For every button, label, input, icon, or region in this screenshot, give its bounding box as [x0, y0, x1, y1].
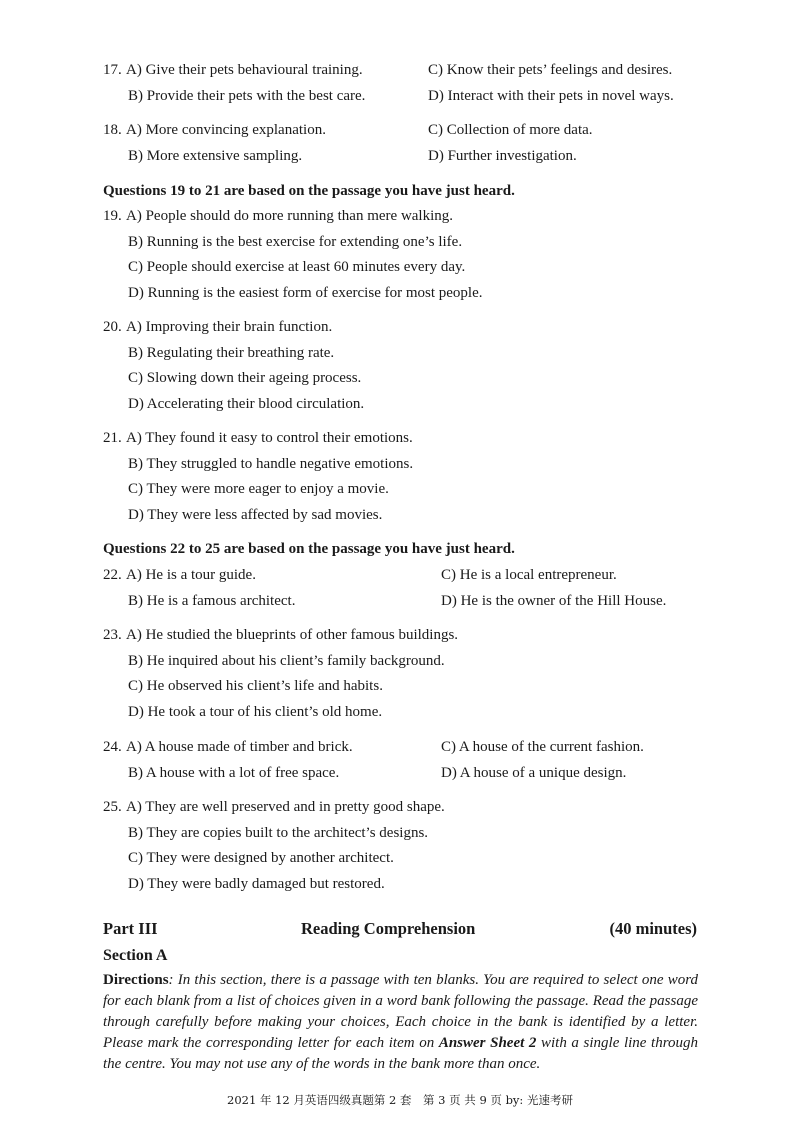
- option-c: C) He observed his client’s life and habits.: [128, 678, 383, 694]
- directions-paragraph: [103, 970, 698, 1075]
- part-time: (40 minutes): [609, 919, 697, 938]
- option-c: C) Collection of more data.: [428, 122, 593, 138]
- option-d: D) He is the owner of the Hill House.: [441, 592, 667, 609]
- option-d: D) Further investigation.: [428, 147, 577, 164]
- part-title: Reading Comprehension: [301, 919, 476, 938]
- question-19-row-3: [103, 255, 703, 281]
- question-24-row-1: [103, 735, 703, 761]
- question-25-row-4: [103, 872, 703, 898]
- question-23-row-3: [103, 674, 703, 700]
- question-20: [103, 315, 703, 417]
- question-20-row-3: [103, 366, 703, 392]
- option-b: B) Regulating their breathing rate.: [128, 344, 335, 361]
- option-b: B) A house with a lot of free space.: [128, 764, 340, 781]
- question-25-row-2: [103, 821, 703, 847]
- question-number: 20.: [103, 319, 122, 335]
- option-c: C) A house of the current fashion.: [441, 739, 644, 755]
- question-18-row-1: [103, 118, 703, 144]
- question-23-row-1: [103, 623, 703, 649]
- option-a: A) He is a tour guide.: [126, 567, 256, 583]
- option-c: C) They were designed by another architect.: [128, 850, 394, 866]
- option-b: B) They are copies built to the architect’s designs.: [128, 824, 429, 841]
- question-17-row-1: [103, 58, 703, 84]
- question-number: 25.: [103, 799, 122, 815]
- option-b: B) Provide their pets with the best care.: [128, 87, 366, 104]
- directions-text-2: with a single line through the centre. You may not use any of the words in the bank more than once.: [103, 1035, 698, 1072]
- question-number: 21.: [103, 430, 122, 446]
- option-b: B) He inquired about his client’s family background.: [128, 652, 445, 669]
- question-number: 23.: [103, 627, 122, 643]
- section-heading-19-21: Questions 19 to 21 are based on the passage you have just heard.: [103, 183, 515, 199]
- part-label: Part III: [103, 919, 158, 938]
- question-25-row-3: [103, 846, 703, 872]
- question-number: 17.: [103, 62, 122, 78]
- question-19-row-2: [103, 230, 703, 256]
- option-b: B) He is a famous architect.: [128, 592, 296, 609]
- question-21-row-2: [103, 452, 703, 478]
- option-d: D) A house of a unique design.: [441, 764, 627, 781]
- option-b: B) They struggled to handle negative emotions.: [128, 455, 414, 472]
- option-a: A) He studied the blueprints of other famous buildings.: [126, 627, 459, 643]
- question-19: [103, 204, 703, 306]
- part-header: [103, 917, 697, 941]
- option-d: D) Interact with their pets in novel ways.: [428, 87, 674, 104]
- question-23-row-4: [103, 700, 703, 726]
- option-a: A) People should do more running than mere walking.: [126, 208, 454, 224]
- question-25: [103, 795, 703, 897]
- question-22-row-1: [103, 563, 703, 589]
- question-18-row-2: [103, 144, 703, 170]
- option-d: D) They were less affected by sad movies.: [128, 506, 383, 523]
- option-d: D) He took a tour of his client’s old home.: [128, 703, 383, 720]
- question-23: [103, 623, 703, 725]
- question-17: [103, 58, 703, 109]
- option-a: A) More convincing explanation.: [126, 122, 326, 138]
- question-25-row-1: [103, 795, 703, 821]
- question-22: [103, 563, 703, 614]
- option-a: A) They are well preserved and in pretty good shape.: [126, 799, 445, 815]
- question-19-row-4: [103, 281, 703, 307]
- option-b: B) Running is the best exercise for extending one’s life.: [128, 233, 463, 250]
- question-number: 22.: [103, 567, 122, 583]
- question-24: [103, 735, 703, 786]
- option-a: A) Give their pets behavioural training.: [126, 62, 363, 78]
- directions-label: Directions: [103, 972, 169, 988]
- question-24-row-2: [103, 761, 703, 787]
- option-c: C) Know their pets’ feelings and desires.: [428, 62, 673, 78]
- option-c: C) People should exercise at least 60 minutes every day.: [128, 259, 466, 275]
- question-number: 18.: [103, 122, 122, 138]
- question-21-row-1: [103, 426, 703, 452]
- option-a: A) They found it easy to control their emotions.: [126, 430, 413, 446]
- question-20-row-4: [103, 392, 703, 418]
- option-c: C) Slowing down their ageing process.: [128, 370, 362, 386]
- question-21-row-3: [103, 477, 703, 503]
- option-d: D) They were badly damaged but restored.: [128, 875, 385, 892]
- question-21-row-4: [103, 503, 703, 529]
- option-a: A) Improving their brain function.: [126, 319, 333, 335]
- option-c: C) They were more eager to enjoy a movie.: [128, 481, 389, 497]
- question-22-row-2: [103, 589, 703, 615]
- question-number: 19.: [103, 208, 122, 224]
- directions-colon: :: [168, 972, 174, 988]
- directions-text-1: In this section, there is a passage with ten blanks. You are required to select one word for each blank from a list of choices given in a word bank following the passage. Read the passage through carefully before making your choices, Each choice in the bank is identified by a letter. Please mark the corresponding letter for each item on: [103, 972, 698, 1051]
- option-d: D) Accelerating their blood circulation.: [128, 395, 365, 412]
- question-20-row-2: [103, 341, 703, 367]
- option-a: A) A house made of timber and brick.: [126, 739, 353, 755]
- answer-sheet-ref: Answer Sheet 2: [438, 1035, 537, 1051]
- question-23-row-2: [103, 649, 703, 675]
- question-21: [103, 426, 703, 528]
- question-17-row-2: [103, 84, 703, 110]
- option-d: D) Running is the easiest form of exercise for most people.: [128, 284, 483, 301]
- page-footer: 2021 年 12 月英语四级真题第 2 套 第 3 页 共 9 页 by: 光速考研: [227, 1093, 573, 1107]
- question-20-row-1: [103, 315, 703, 341]
- section-heading-22-25: Questions 22 to 25 are based on the passage you have just heard.: [103, 541, 515, 557]
- section-title: Section A: [103, 947, 168, 964]
- option-b: B) More extensive sampling.: [128, 147, 303, 164]
- question-number: 24.: [103, 739, 122, 755]
- question-19-row-1: [103, 204, 703, 230]
- question-18: [103, 118, 703, 169]
- option-c: C) He is a local entrepreneur.: [441, 567, 617, 583]
